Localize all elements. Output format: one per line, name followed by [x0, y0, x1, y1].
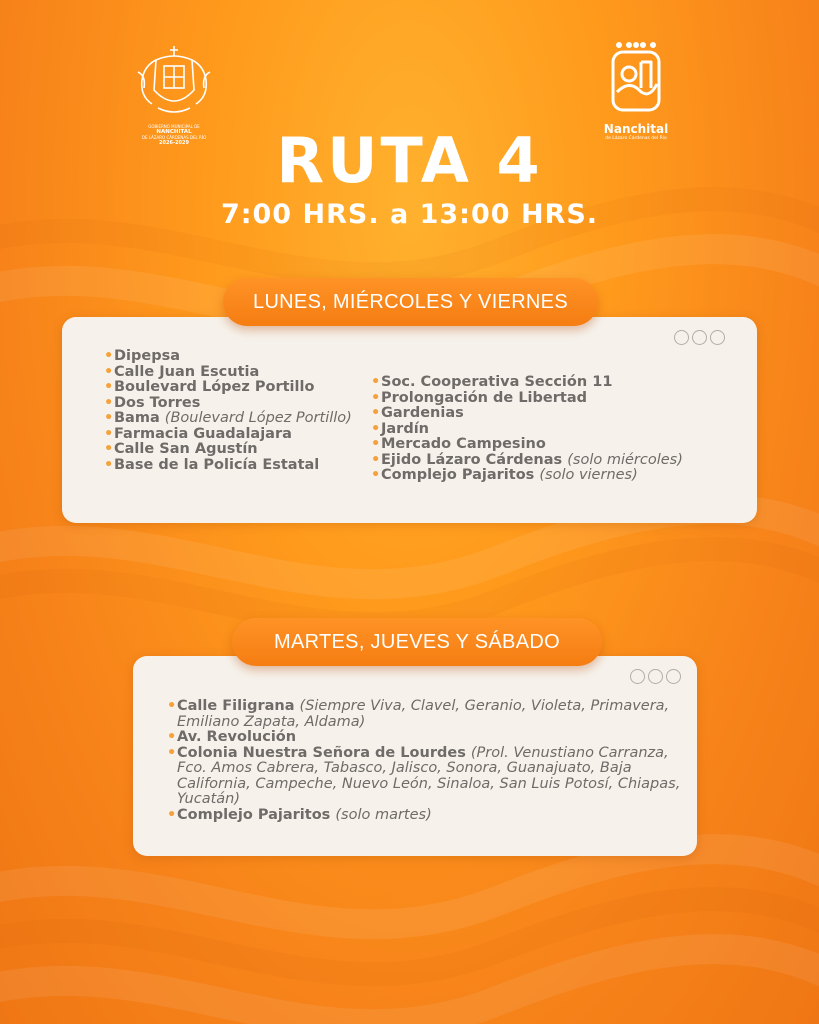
stop-name: Prolongación de Libertad: [381, 389, 587, 406]
stop-name: Gardenias: [381, 405, 464, 421]
stop-name: Ejido Lázaro Cárdenas: [381, 451, 568, 468]
stop-item: [104, 380, 364, 396]
stop-name: Calle Filigrana: [177, 698, 300, 714]
stop-item: [104, 442, 364, 458]
stop-name: Boulevard López Portillo: [114, 379, 315, 395]
stop-item: [167, 730, 687, 746]
stop-item: [104, 458, 364, 474]
stop-name: Av. Revolución: [177, 729, 297, 745]
stop-name: Mercado Campesino: [381, 436, 546, 452]
stop-item: [104, 427, 364, 443]
stop-item: [104, 349, 364, 365]
stop-item: [371, 422, 751, 438]
stop-name: Calle San Agustín: [114, 441, 258, 457]
stop-item: [104, 411, 364, 427]
stop-name: Colonia Nuestra Señora de Lourdes: [177, 744, 471, 761]
stop-name: Complejo Pajaritos: [381, 467, 540, 483]
stop-name: Dipepsa: [114, 348, 181, 364]
seal-years: 2026-2029: [159, 140, 189, 146]
stop-name: Jardín: [381, 420, 430, 437]
stop-item: [167, 699, 687, 730]
stop-item: [104, 396, 364, 412]
stops-list-left: [104, 349, 364, 473]
stops-list-2: [167, 699, 687, 823]
stop-note: (Siempre Viva, Clavel, Geranio, Violeta, Primavera, Emiliano Zapata, Aldama): [177, 698, 670, 730]
stops-list-right: [371, 375, 751, 484]
stop-note: (Prol. Venustiano Carranza, Fco. Amos Cabrera, Tabasco, Jalisco, Sonora, Guanajuato, Baja California, Campeche, Nuevo León, Sinaloa, San Luis Potosí, Chiapas, Yucatán): [177, 744, 681, 807]
nanchital-emblem-icon: [607, 40, 665, 118]
stop-name: Complejo Pajaritos: [177, 806, 336, 823]
route-title: RUTA 4: [276, 124, 543, 197]
seal-line1: GOBIERNO MUNICIPAL DE: [148, 124, 200, 129]
stop-item: [371, 375, 751, 391]
days-label-2: MARTES, JUEVES Y SÁBADO: [232, 618, 602, 666]
stop-item: [167, 746, 687, 808]
stop-item: [104, 365, 364, 381]
stop-item: [371, 468, 751, 484]
stop-item: [371, 453, 751, 469]
days-label-1: LUNES, MIÉRCOLES Y VIERNES: [223, 278, 598, 326]
seal-icon: [134, 42, 214, 120]
brand-name: Nanchital: [603, 122, 669, 136]
window-dots-icon: [630, 669, 681, 684]
stop-name: Calle Juan Escutia: [114, 363, 260, 380]
stop-item: [167, 808, 687, 824]
stop-item: [371, 406, 751, 422]
stop-name: Soc. Cooperativa Sección 11: [381, 374, 613, 390]
stop-name: Base de la Policía Estatal: [114, 456, 320, 473]
window-dots-icon: [674, 330, 725, 345]
stop-name: Farmacia Guadalajara: [114, 425, 292, 442]
stop-name: Dos Torres: [114, 394, 201, 411]
stop-note: (solo martes): [335, 806, 432, 823]
seal-line2: DE LÁZARO CÁRDENAS DEL RÍO: [141, 135, 207, 140]
stop-note: (solo miércoles): [567, 451, 683, 468]
stop-item: [371, 391, 751, 407]
brand-tagline: de Lázaro Cárdenas del Río: [605, 136, 667, 141]
stop-name: Bama: [114, 410, 165, 426]
stop-item: [371, 437, 751, 453]
route-hours: 7:00 HRS. a 13:00 HRS.: [220, 199, 599, 230]
seal-name: NANCHITAL: [156, 129, 192, 135]
stop-note: (solo viernes): [539, 467, 638, 483]
stop-note: (Boulevard López Portillo): [164, 410, 352, 426]
